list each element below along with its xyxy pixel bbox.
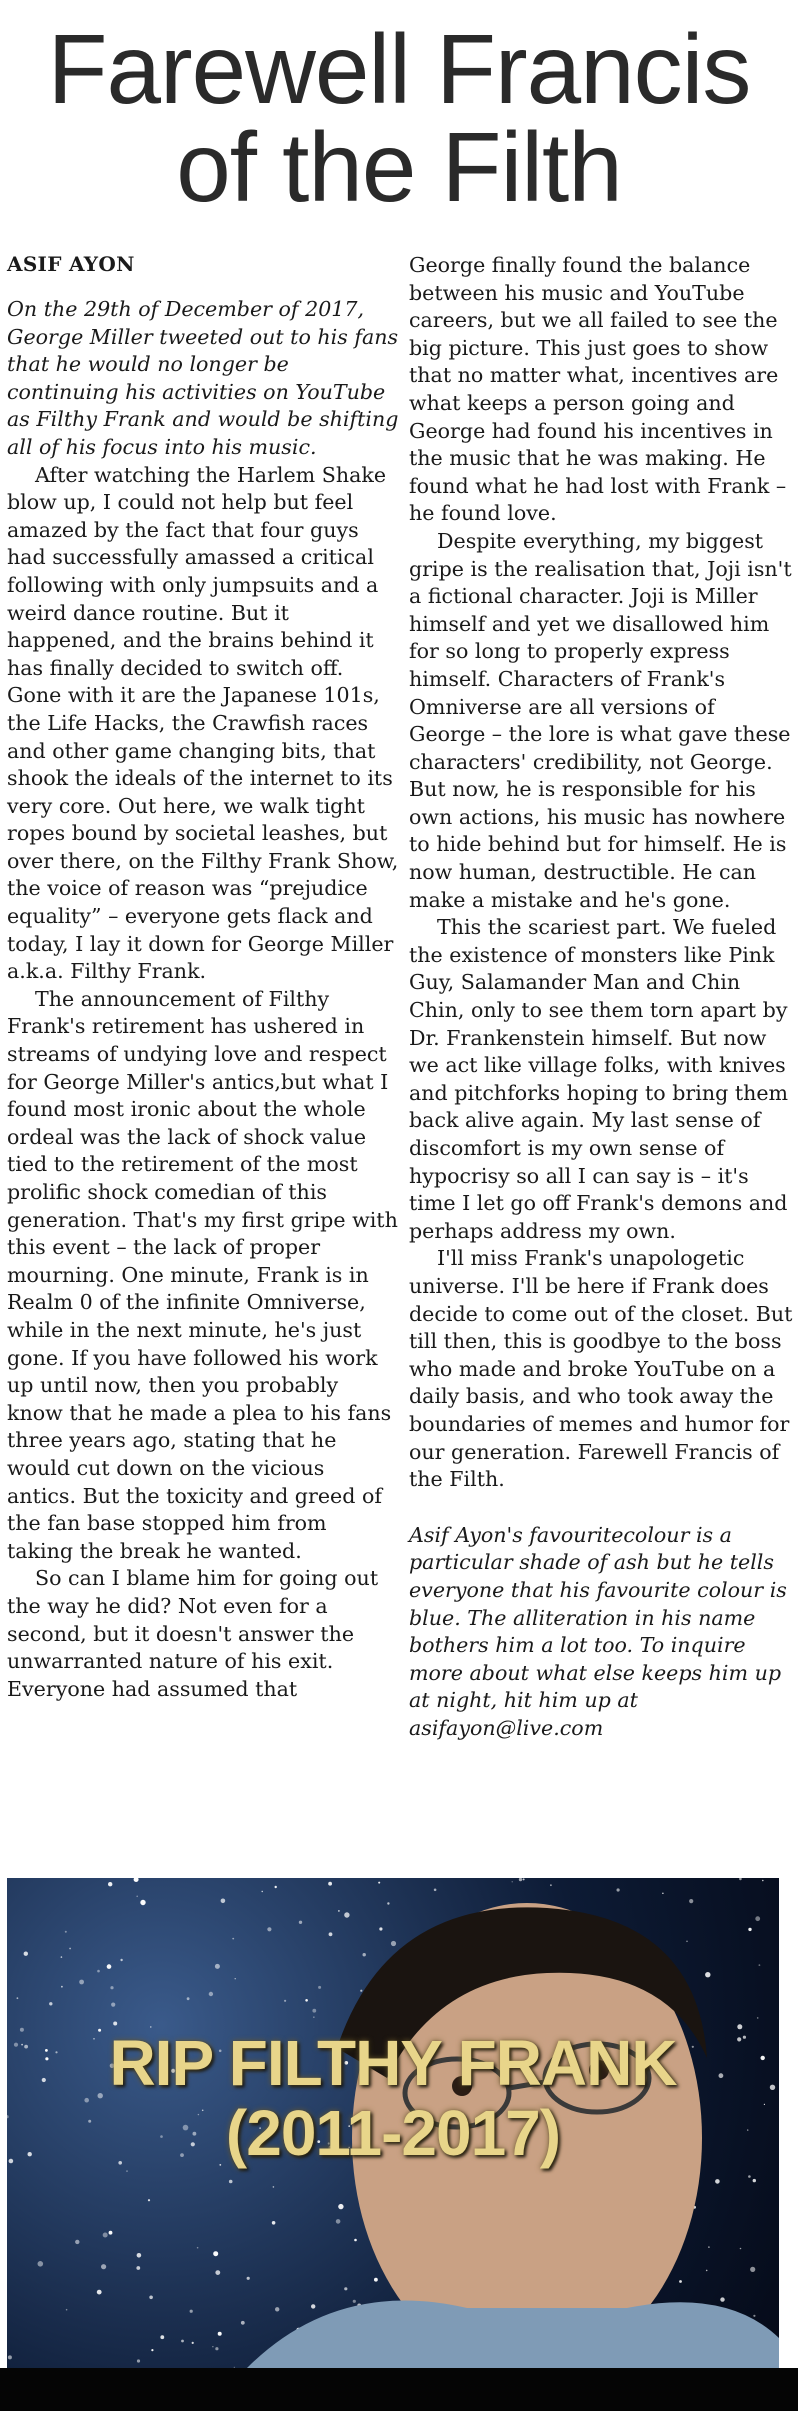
star (550, 1884, 552, 1886)
star (753, 2315, 755, 2317)
star (617, 1888, 620, 1891)
star (354, 2239, 357, 2242)
star (38, 2261, 44, 2267)
star (523, 1878, 525, 1880)
star (762, 1880, 764, 1882)
star (720, 2297, 724, 2301)
star (140, 1900, 145, 1905)
shirt-shape (247, 2301, 779, 2369)
intro-paragraph: On the 29th of December of 2017, George Miller tweeted out to his fans that he would no longer be continuing his activities on YouTube as Filthy Frank and would be shifting all of his focus into his music. (7, 297, 399, 459)
star (748, 1928, 751, 1931)
star (24, 1952, 28, 1956)
star (662, 1893, 663, 1894)
star (181, 2340, 184, 2343)
star (705, 1972, 710, 1977)
star (519, 1878, 522, 1881)
star (706, 2270, 708, 2272)
paragraph-6: I'll miss Frank's unapologetic universe. I'll be here if Frank does decide to come out of the closet. But till then, this is goodbye to the boss who made and broke YouTube on a daily basis, and who took away the boundaries of memes and humor for our generation. Farewell Francis of the Filth. (409, 1246, 793, 1492)
star (61, 1986, 63, 1988)
star (149, 2296, 153, 2300)
memorial-photo (7, 1878, 779, 2368)
author-bio: Asif Ayon's favouritecolour is a particular shade of ash but he tells everyone that his favourite colour is blue. The alliteration in his name bothers him a lot too. To inquire more about what else keeps him up at night, hit him up at asifayon@live.com (409, 1522, 787, 1740)
star (137, 2253, 142, 2258)
star (120, 1959, 122, 1961)
title-line-1: Farewell Francis (47, 14, 751, 124)
star (79, 1980, 84, 1985)
star (8, 2355, 12, 2359)
star (212, 2346, 213, 2347)
star (136, 2266, 140, 2270)
star (275, 1886, 277, 1888)
star (209, 1992, 213, 1996)
star (136, 1896, 138, 1898)
star (75, 2240, 79, 2244)
star (247, 2277, 250, 2280)
star (221, 1899, 226, 1904)
right-column (409, 252, 793, 1742)
star (387, 1902, 389, 1904)
star (378, 1882, 380, 1884)
star (235, 1978, 236, 1979)
star (49, 2002, 52, 2005)
star (353, 2300, 356, 2303)
star (126, 2170, 128, 2172)
star (151, 2349, 153, 2351)
star (61, 1956, 63, 1958)
star (229, 2180, 233, 2184)
star (753, 2179, 756, 2182)
star (750, 2267, 755, 2272)
star (190, 2310, 193, 2313)
star (360, 1990, 362, 1992)
star (97, 1970, 100, 1973)
star (187, 1997, 190, 2000)
paragraph-1: After watching the Harlem Shake blow up, I could not help but feel amazed by the fact that four guys had successfully amassed a critical following with only jumpsuits and a weird dance routine. But it happened, and the brains behind it has finally decided to switch off. Gone with it are the Japanese 101s, the Life Hacks, the Crawfish races and other game changing bits, that shook the ideals of the internet to its very core. Out here, we walk tight ropes bound by societal leashes, but over there, on the Filthy Frank Show, the voice of reason was “prejudice equality” – everyone gets flack and today, I lay it down for George Miller a.k.a. Filthy Frank. (7, 462, 399, 984)
star (318, 1986, 321, 1989)
star (284, 2000, 286, 2002)
star (215, 2347, 218, 2350)
star (218, 2332, 222, 2336)
paragraph-continuation: George finally found the balance between his music and YouTube careers, but we all failed to see the big picture. This just goes to show that no matter what, incentives are what keeps a person going and George had found his incentives in the music that he was making. He found what he had lost with Frank – he found love. (409, 253, 787, 526)
star (740, 2248, 742, 2250)
star (267, 1927, 271, 1931)
star (137, 2359, 140, 2362)
star (338, 1910, 340, 1912)
star (757, 2017, 759, 2019)
star (329, 1932, 333, 1936)
star (328, 1882, 332, 1886)
star (374, 2278, 378, 2282)
paragraph-5: This the scariest part. We fueled the existence of monsters like Pink Guy, Salamander Man and Chin Chin, only to see them torn apart by Dr. Frankenstein himself. But now we act like village folks, with knives and pitchforks hoping to bring them back alive again. My last sense of discomfort is my own sense of hypocrisy so all I can say is – it's time I let go off Frank's demons and perhaps address my own. (409, 915, 789, 1243)
star (344, 1912, 349, 1917)
star (755, 1916, 760, 1921)
paragraph-4: Despite everything, my biggest gripe is the realisation that, Joji isn't a fictional character. Joji is Miller himself and yet we disallowed him for so long to properly express himself. Characters of Frank's Omniverse are all versions of George – the lore is what gave these characters' credibility, not George. But now, he is responsible for his own actions, his music has nowhere to hide behind but for himself. He is now human, destructible. He can make a mistake and he's gone. (409, 528, 792, 912)
star (759, 1964, 761, 1966)
star (686, 1941, 688, 1943)
star (113, 2022, 117, 2026)
star (272, 2221, 276, 2225)
star (134, 1878, 139, 1882)
star (299, 1921, 302, 1924)
star (739, 1878, 742, 1880)
star (379, 1927, 382, 1930)
star (363, 1953, 366, 1956)
star (69, 1948, 71, 1950)
byline: ASIF AYON (7, 252, 135, 276)
paragraph-3: So can I blame him for going out the way he did? Not even for a second, but it doesn't answer the unwarranted nature of his exit. Everyone had assumed that (7, 1566, 379, 1701)
star (192, 2342, 194, 2344)
star (215, 2270, 220, 2275)
star (232, 1938, 234, 1940)
star (107, 1964, 112, 1969)
star (708, 2246, 710, 2248)
star (110, 1986, 113, 1989)
star (148, 2199, 150, 2201)
star (66, 2309, 68, 2311)
star (97, 2290, 102, 2295)
photo-caption-line-2: (2011-2017) (225, 2097, 561, 2169)
star (313, 2017, 314, 2018)
article-title (0, 14, 798, 222)
star (103, 2233, 108, 2238)
star (338, 2204, 343, 2209)
star (434, 1889, 437, 1892)
paragraph-2: The announcement of Filthy Frank's retirement has ushered in streams of undying love and respect for George Miller's antics,but what I found most ironic about the whole ordeal was the lack of shock value tied to the retirement of the most prolific shock comedian of this generation. That's my first gripe with this event – the lack of proper mourning. One minute, Frank is in Realm 0 of the infinite Omniverse, while in the next minute, he's just gone. If you have followed his work up until now, then you probably know that he made a plea to his fans three years ago, stating that he would cut down on the vicious antics. But the toxicity and greed of the fan base stopped him from taking the break he wanted. (7, 986, 398, 1563)
star (17, 1997, 19, 1999)
star (241, 2321, 245, 2325)
star (679, 2280, 682, 2283)
title-line-2: of the Filth (176, 112, 622, 222)
star (311, 2304, 315, 2308)
star (213, 2251, 218, 2256)
star (715, 2179, 720, 2184)
star (197, 2247, 199, 2249)
star (512, 1881, 513, 1882)
star (391, 1941, 396, 1946)
star (689, 1899, 693, 1903)
star (109, 2231, 113, 2235)
star (344, 2287, 347, 2290)
star (305, 1999, 308, 2002)
star (262, 1891, 263, 1892)
star (275, 2307, 279, 2311)
star (273, 2186, 275, 2188)
left-column (7, 252, 399, 1703)
bottom-bar (0, 2368, 798, 2411)
star (111, 2003, 115, 2007)
star (108, 1882, 112, 1886)
star (748, 2175, 751, 2178)
photo-caption-line-1: RIP FILTHY FRANK (109, 2027, 677, 2099)
star (160, 2335, 164, 2339)
star (65, 1931, 67, 1933)
star (215, 1964, 220, 1969)
star (312, 2009, 316, 2013)
star (336, 2219, 341, 2224)
star (101, 2264, 106, 2269)
